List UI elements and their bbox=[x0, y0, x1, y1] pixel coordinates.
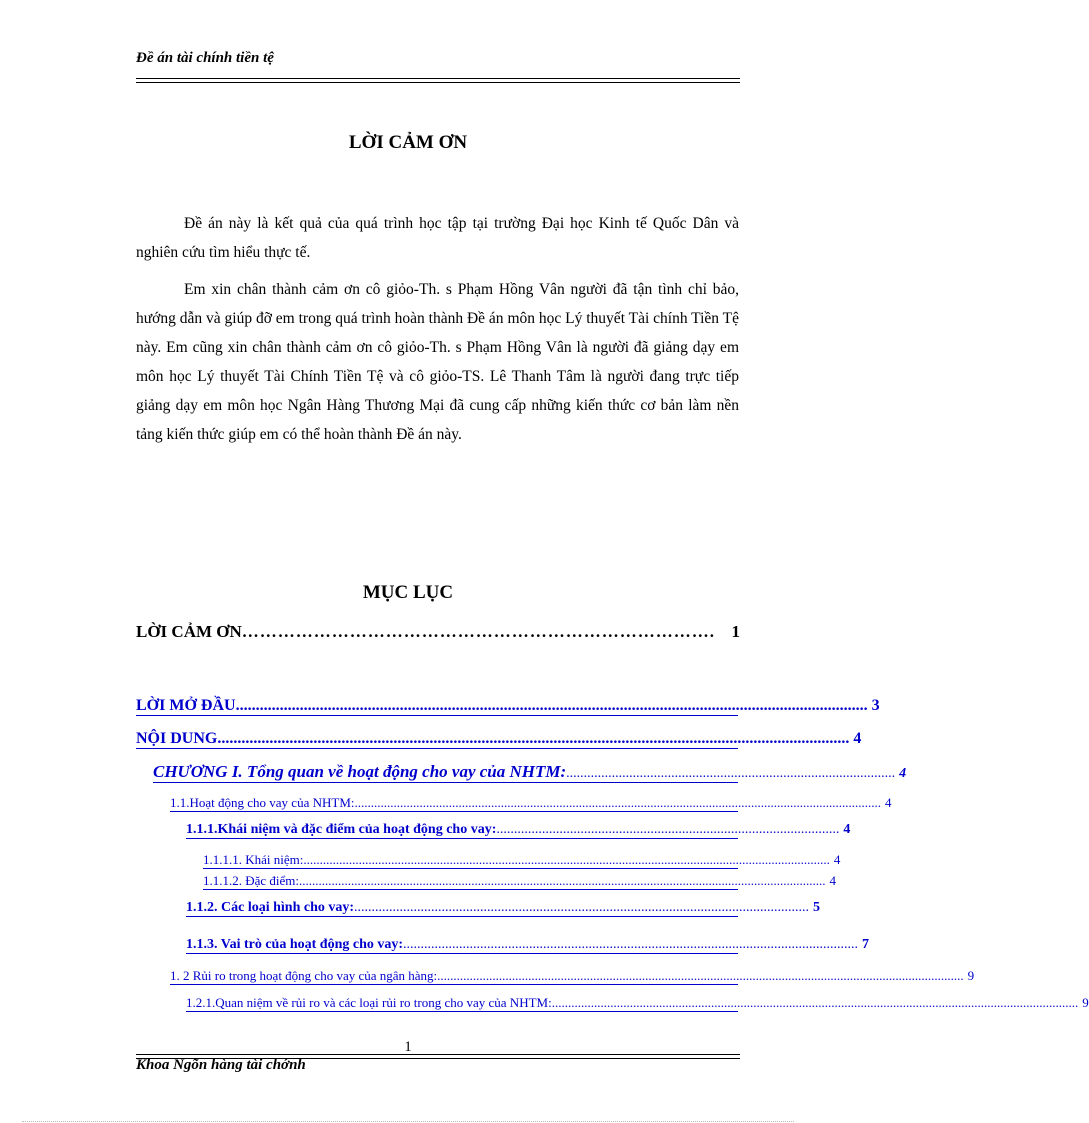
toc-leader: .............................................................................................. bbox=[566, 766, 896, 781]
toc-entry-page: 5 bbox=[813, 900, 821, 915]
toc-entry-label: NỘI DUNG bbox=[136, 730, 218, 747]
toc-link-1-1-1[interactable] bbox=[186, 822, 851, 839]
toc-entry-label: 1.1.1.2. Đặc điểm: bbox=[203, 873, 300, 888]
toc-entry-label: 1.1.3. Vai trò của hoạt động cho vay: bbox=[186, 937, 404, 952]
toc-entry-label: 1. 2 Rủi ro trong hoạt động cho vay của ngân hàng: bbox=[170, 968, 438, 983]
toc-leader: .................................................................................................................................. bbox=[403, 937, 859, 952]
toc-entry-page: 9 bbox=[967, 968, 975, 983]
toc-entry-label: 1.2.1.Quan niệm về rủi ro và các loại rủi ro trong cho vay của NHTM: bbox=[186, 995, 552, 1010]
toc-entry-page: 4 bbox=[853, 730, 862, 747]
toc-leader: .............................................................................................................................................................. bbox=[235, 697, 868, 714]
toc-entry-page: 1 bbox=[731, 622, 740, 641]
toc-leader: .................................................................................................................................................................. bbox=[551, 995, 1079, 1010]
toc-entry-label: 1.1.Hoạt động cho vay của NHTM: bbox=[170, 795, 355, 810]
header-title: Đề án tài chính tiền tệ bbox=[136, 50, 274, 66]
thanks-title: LỜI CẢM ƠN bbox=[348, 132, 468, 153]
toc-leader: .................................................................................................................................................................. bbox=[299, 873, 826, 888]
toc-leader: ……………………………………………………………………. bbox=[241, 622, 716, 641]
toc-link-1-1[interactable] bbox=[170, 795, 892, 812]
toc-entry-label: 1.1.1.Khái niệm và đặc điểm của hoạt động cho vay: bbox=[186, 822, 497, 837]
toc-leader: .................................................................................................................................. bbox=[354, 900, 810, 915]
page-number: 1 bbox=[404, 1039, 412, 1055]
toc-entry-page: 4 bbox=[833, 852, 841, 867]
toc-entry-page: 4 bbox=[885, 795, 892, 810]
toc-leader: .................................................................................................................................................................. bbox=[303, 852, 830, 867]
toc-entry-label: 1.1.2. Các loại hình cho vay: bbox=[186, 900, 355, 915]
toc-entry-page: 3 bbox=[871, 697, 880, 714]
toc-entry-label: 1.1.1.1. Khái niệm: bbox=[203, 852, 304, 867]
toc-link-chapter-1[interactable] bbox=[153, 762, 907, 783]
toc-entry-page: 4 bbox=[899, 766, 907, 781]
toc-entry-label: CHƯƠNG I. Tổng quan về hoạt động cho vay của NHTM: bbox=[153, 762, 567, 781]
toc-link-intro[interactable] bbox=[136, 697, 880, 716]
toc-link-1-1-2[interactable] bbox=[186, 900, 821, 917]
toc-leader: .............................................................................................................................................................. bbox=[217, 730, 850, 747]
toc-entry-page: 7 bbox=[862, 937, 870, 952]
toc-link-1-1-1-1[interactable] bbox=[203, 852, 841, 869]
toc-leader: .................................................................................................................................................................. bbox=[354, 795, 881, 810]
toc-entry-page: 9 bbox=[1082, 995, 1089, 1010]
toc-title: MỤC LỤC bbox=[362, 582, 454, 603]
header-rule bbox=[136, 78, 740, 83]
toc-link-content[interactable] bbox=[136, 730, 862, 749]
toc-entry-thanks bbox=[136, 622, 740, 642]
toc-entry-label: LỜI CẢM ƠN bbox=[136, 622, 242, 641]
toc-link-1-2-1[interactable] bbox=[186, 995, 1089, 1012]
thanks-paragraph: Em xin chân thành cảm ơn cô giỏo-Th. s Phạm Hồng Vân người đã tận tình chỉ bảo, hướng dẫn và giúp đỡ em trong quá trình hoàn thành Đề án môn học Lý thuyết Tài chính Tiền Tệ này. Em cũng xin chân thành cảm ơn cô giỏo-Th. s Phạm Hồng Vân là người đã giảng dạy em môn học Lý thuyết Tài Chính Tiền Tệ và cô giỏo-TS. Lê Thanh Tâm là người đang trực tiếp giảng dạy em môn học Ngân Hàng Thương Mại đã cung cấp những kiến thức cơ bản làm nền tảng kiến thức giúp em có thể hoàn thành Đề án này. bbox=[136, 281, 739, 443]
toc-link-1-1-3[interactable] bbox=[186, 937, 870, 954]
thanks-paragraph: Đề án này là kết quả của quá trình học tập tại trường Đại học Kinh tế Quốc Dân và nghiên cứu tìm hiểu thực tế. bbox=[136, 215, 739, 261]
thanks-body bbox=[136, 209, 739, 449]
footer-text: Khoa Ngõn hàng tài chớnh bbox=[136, 1057, 306, 1073]
toc-entry-label: LỜI MỞ ĐẦU bbox=[136, 697, 236, 714]
toc-link-1-2[interactable] bbox=[170, 968, 975, 985]
toc-entry-page: 4 bbox=[843, 822, 851, 837]
toc-leader: .................................................................................................................................................................. bbox=[437, 968, 964, 983]
toc-link-1-1-1-2[interactable] bbox=[203, 873, 837, 890]
page-edge bbox=[22, 1121, 794, 1122]
toc-leader: .................................................................................................. bbox=[496, 822, 840, 837]
toc-entry-page: 4 bbox=[829, 873, 837, 888]
